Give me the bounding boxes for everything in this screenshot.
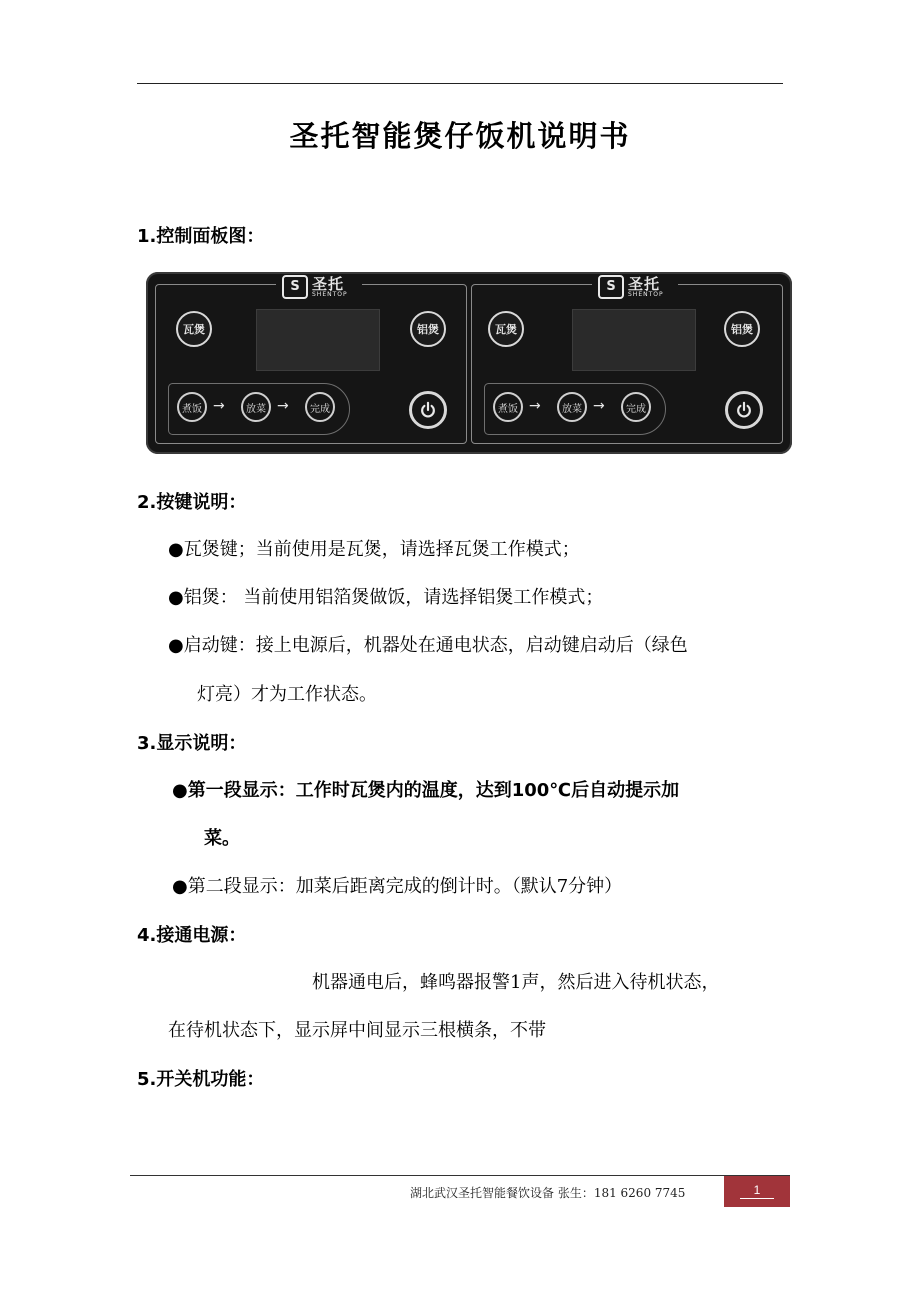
arrow-right-icon: → <box>529 398 541 414</box>
section-heading-display: 3.显示说明： <box>137 733 247 754</box>
display-desc-second: ●第二段显示：加菜后距离完成的倒计时。（默认7分钟） <box>172 876 623 897</box>
page-number-underline <box>740 1198 774 1199</box>
key-desc-clay-pot: ●瓦煲键；当前使用是瓦煲，请选择瓦煲工作模式； <box>168 539 580 560</box>
step-cook-rice: 煮饭 <box>493 392 523 422</box>
power-button <box>409 391 447 429</box>
control-panel-image <box>146 272 792 454</box>
arrow-right-icon: → <box>277 398 289 414</box>
step-indicator <box>168 383 350 435</box>
clay-pot-button: 瓦煲 <box>176 311 212 347</box>
key-desc-start-cont: 灯亮）才为工作状态。 <box>197 684 377 705</box>
brand-name-en: SHENTOP <box>312 290 348 298</box>
brand-logo <box>592 275 678 299</box>
step-done: 完成 <box>305 392 335 422</box>
page-number: 1 <box>753 1183 761 1197</box>
step-add-vegetables: 放菜 <box>557 392 587 422</box>
step-indicator <box>484 383 666 435</box>
aluminum-pot-button: 铝煲 <box>410 311 446 347</box>
display-desc-first-cont: 菜。 <box>204 828 240 849</box>
brand-logo <box>276 275 362 299</box>
panel-unit-left <box>155 274 467 444</box>
footer-rule <box>130 1175 790 1176</box>
page-number-box <box>724 1176 790 1207</box>
section-heading-power-on: 4.接通电源： <box>137 925 247 946</box>
power-on-text-1: 机器通电后，蜂鸣器报警1声，然后进入待机状态， <box>312 972 720 993</box>
power-on-text-2: 在待机状态下，显示屏中间显示三根横条，不带 <box>168 1020 546 1041</box>
step-cook-rice: 煮饭 <box>177 392 207 422</box>
brand-name-cn: 圣托 <box>312 274 345 293</box>
step-done: 完成 <box>621 392 651 422</box>
aluminum-pot-button: 铝煲 <box>724 311 760 347</box>
section-heading-control-panel: 1.控制面板图： <box>137 226 265 247</box>
section-heading-switch: 5.开关机功能： <box>137 1069 265 1090</box>
power-icon <box>419 401 437 419</box>
key-desc-start: ●启动键：接上电源后，机器处在通电状态，启动键启动后（绿色 <box>168 635 688 656</box>
section-heading-buttons: 2.按键说明： <box>137 492 247 513</box>
header-rule <box>137 83 783 84</box>
clay-pot-button: 瓦煲 <box>488 311 524 347</box>
panel-unit-right <box>471 274 783 444</box>
arrow-right-icon: → <box>213 398 225 414</box>
logo-mark-icon: S <box>282 275 308 299</box>
footer-contact: 湖北武汉圣托智能餐饮设备 张生：181 6260 7745 <box>410 1186 686 1200</box>
brand-name-cn: 圣托 <box>628 274 661 293</box>
arrow-right-icon: → <box>593 398 605 414</box>
display-screen <box>572 309 696 371</box>
display-desc-first: ●第一段显示：工作时瓦煲内的温度，达到100℃后自动提示加 <box>172 780 680 801</box>
display-screen <box>256 309 380 371</box>
key-desc-aluminum-pot: ●铝煲： 当前使用铝箔煲做饭，请选择铝煲工作模式； <box>168 587 604 608</box>
brand-name-en: SHENTOP <box>628 290 664 298</box>
step-add-vegetables: 放菜 <box>241 392 271 422</box>
power-icon <box>735 401 753 419</box>
power-button <box>725 391 763 429</box>
logo-mark-icon: S <box>598 275 624 299</box>
document-title: 圣托智能煲仔饭机说明书 <box>289 119 631 153</box>
